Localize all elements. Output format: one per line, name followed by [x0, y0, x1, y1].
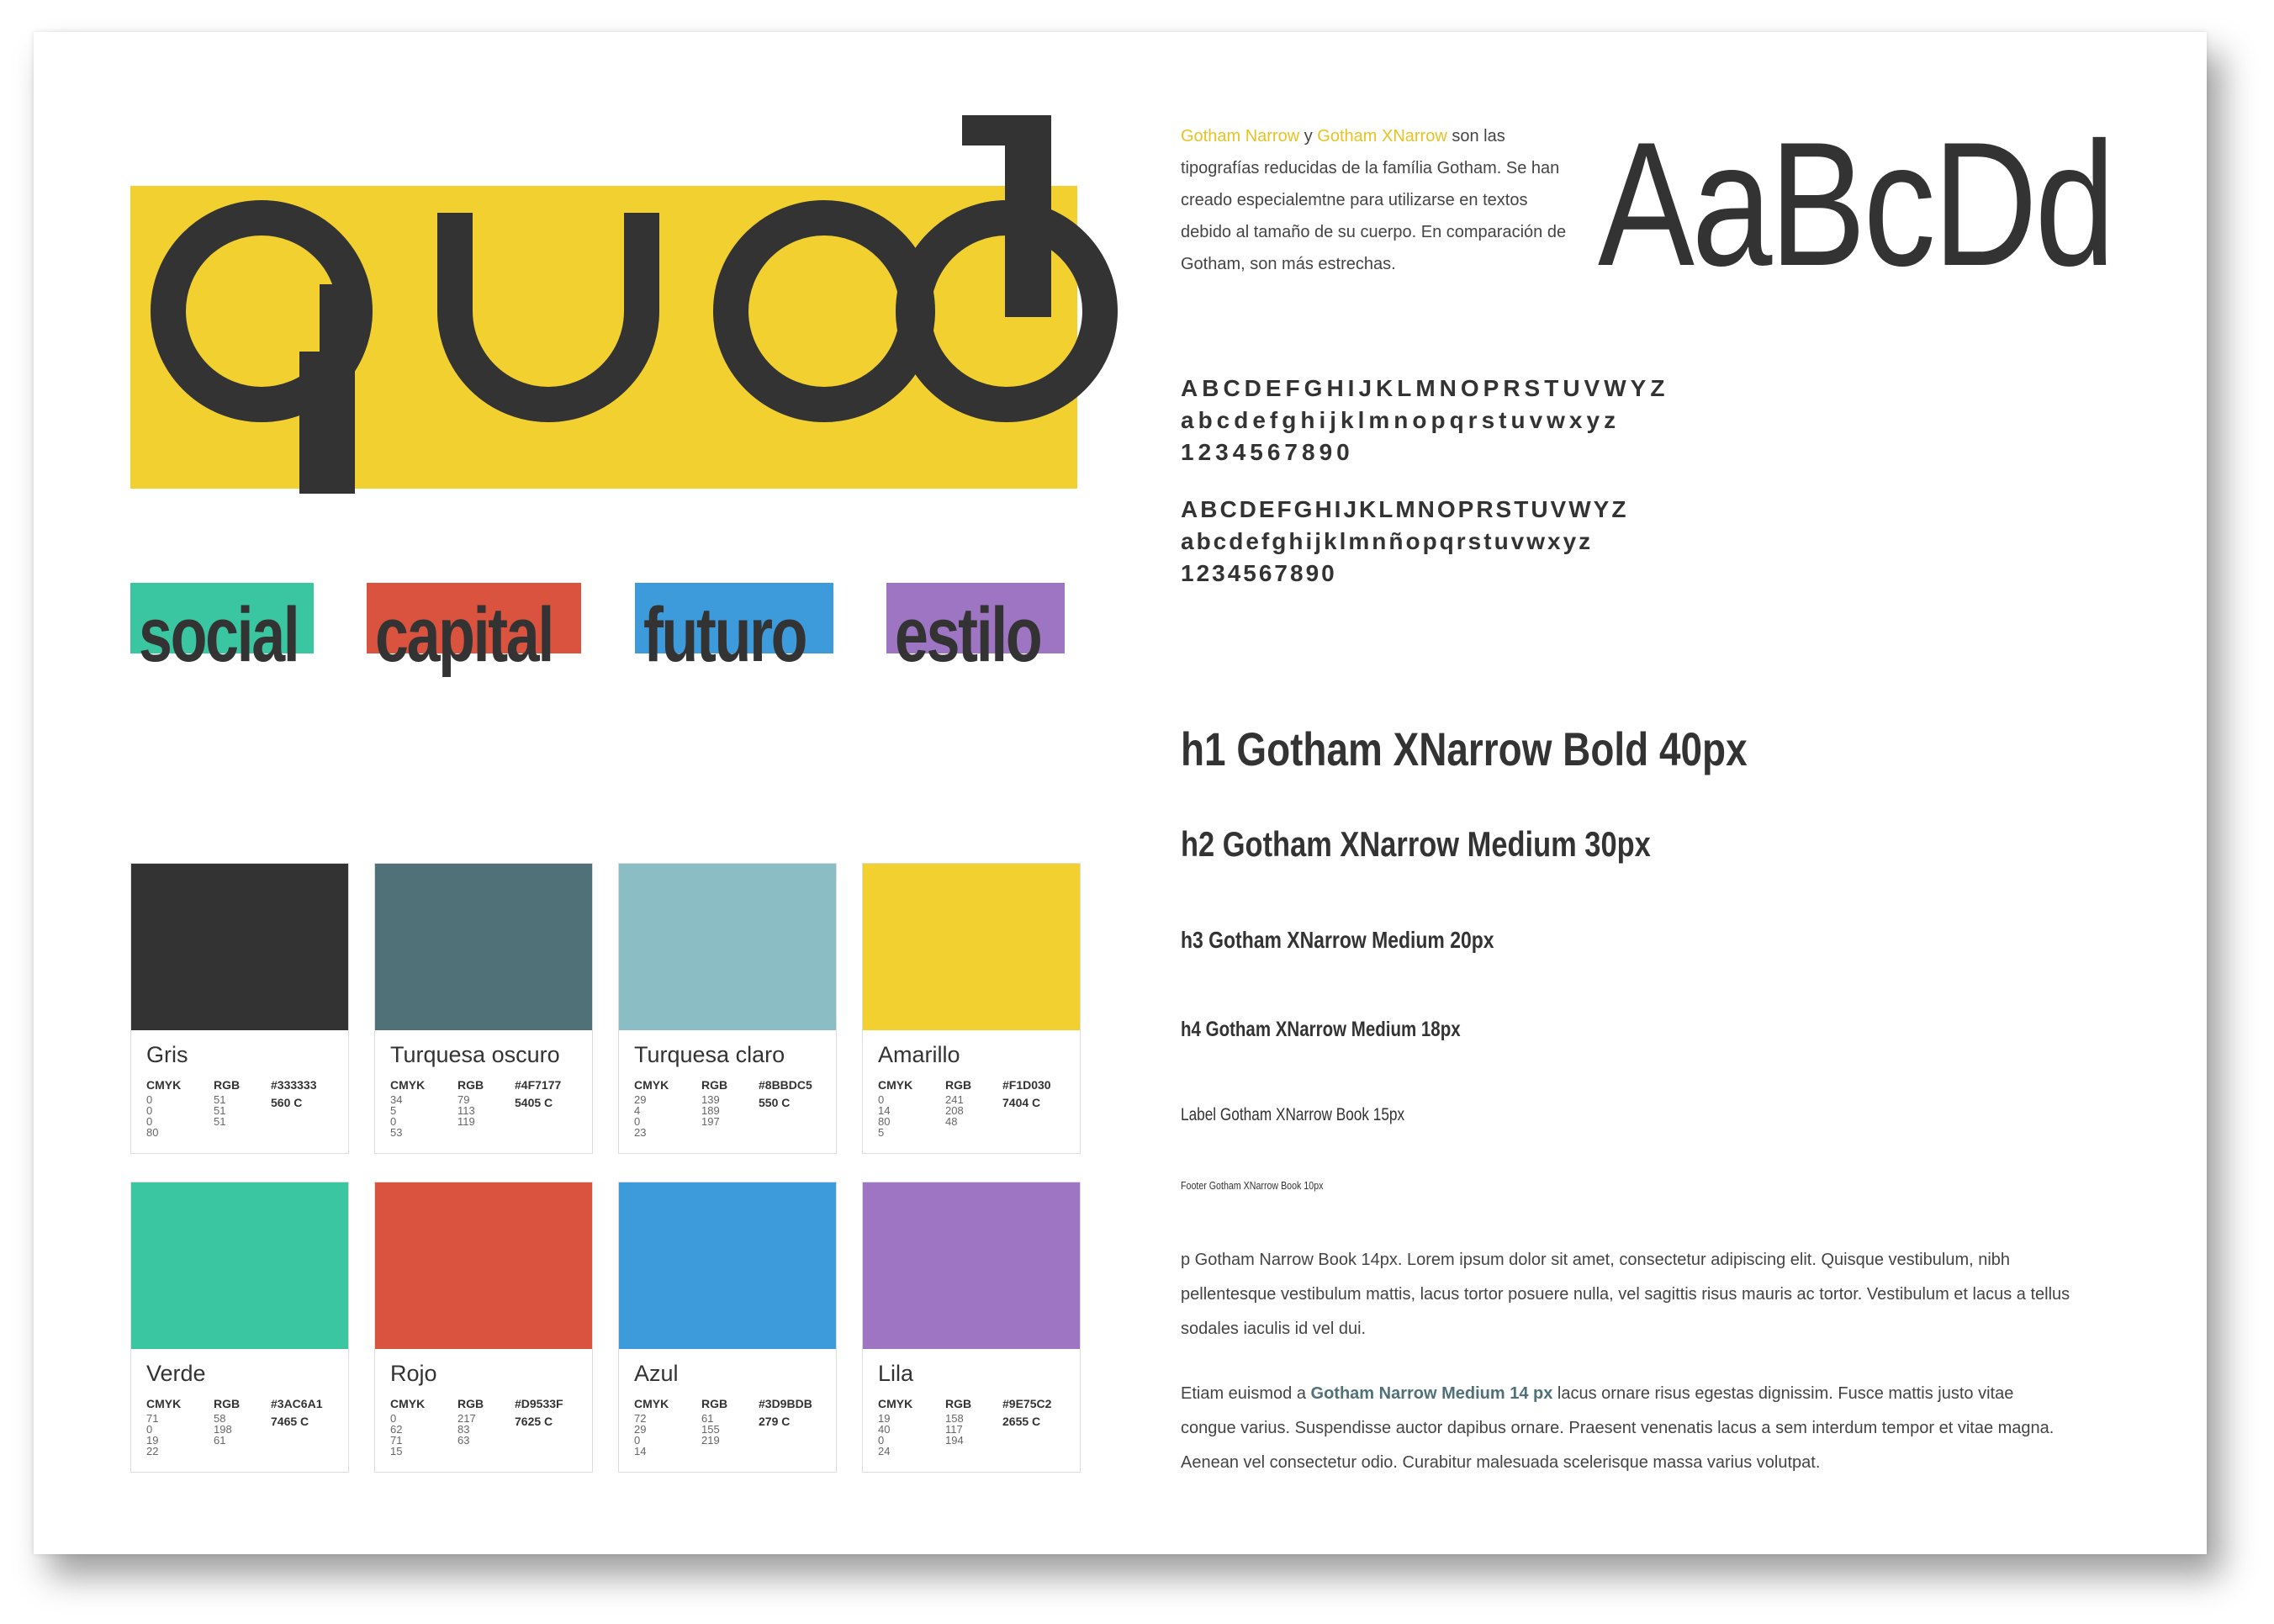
keyword-label: futuro	[643, 592, 806, 678]
pantone-code: 5405 C	[515, 1096, 553, 1109]
pantone-code: 7404 C	[1002, 1096, 1041, 1109]
color-name: Lila	[878, 1361, 914, 1386]
logo-word: quod	[34, 21, 64, 35]
color-name: Turquesa claro	[634, 1042, 785, 1067]
rgb-header: RGB	[214, 1078, 241, 1092]
logo-u-cap-left	[437, 213, 473, 251]
pantone-code: 7625 C	[515, 1415, 553, 1428]
swatch-card-amarillo	[862, 863, 1081, 1154]
color-name: Verde	[146, 1361, 206, 1386]
cmyk-header: CMYK	[146, 1397, 182, 1410]
footer-sample: Footer Gotham XNarrow Book 10px	[1181, 1179, 1324, 1192]
color-name: Azul	[634, 1361, 679, 1386]
type-specimen: AaBcDd	[1598, 105, 2113, 303]
logo-d-ascender	[1005, 115, 1051, 317]
paragraph-highlight: Gotham Narrow Medium 14 px	[1310, 1384, 1553, 1403]
swatch-card-azul	[618, 1182, 837, 1473]
hex-code: #9E75C2	[1002, 1397, 1052, 1410]
style-guide-sheet	[34, 21, 2207, 1554]
cmyk-header: CMYK	[878, 1078, 913, 1092]
swatch	[375, 864, 592, 1030]
keyword-social	[130, 583, 315, 678]
cmyk-values: 0 14 80 5	[878, 1093, 891, 1139]
cmyk-values: 71 0 19 22	[146, 1412, 159, 1457]
alphabet-lowercase: abcdefghijklmnopqrstuvwxyz	[1181, 407, 1621, 433]
label-sample: Label Gotham XNarrow Book 15px	[1181, 1105, 1405, 1124]
swatch-card-gris	[130, 863, 349, 1154]
rgb-header: RGB	[701, 1397, 728, 1410]
pantone-code: 7465 C	[271, 1415, 309, 1428]
h3-sample: h3 Gotham XNarrow Medium 20px	[1181, 927, 1494, 953]
rgb-header: RGB	[457, 1397, 484, 1410]
rgb-values: 51 51 51	[214, 1093, 226, 1128]
paragraph-text: lacus ornare risus egestas dignissim. Fusce mattis justo vitae congue varius. Suspendisse auctor dapibus ornare. Praesent venenatis lacus a sem interdum tempor et vitae magna. Aenean vel consectetur odio. Curabitur malesuada scelerisque massa varius volutpat.	[1181, 1384, 2055, 1472]
font-name-narrow: Gotham Narrow	[1181, 127, 1300, 145]
cmyk-header: CMYK	[634, 1078, 669, 1092]
swatch-card-verde	[130, 1182, 349, 1473]
typography-intro	[1181, 120, 1568, 280]
intro-conjunction: y	[1299, 127, 1318, 145]
rgb-values: 158 117 194	[945, 1412, 964, 1447]
swatch	[131, 864, 348, 1030]
alphabet-uppercase: ABCDEFGHIJKLMNOPRSTUVWYZ	[1181, 375, 1669, 401]
keyword-label: capital	[375, 592, 553, 678]
swatch	[375, 1182, 592, 1349]
alphabet-set-2	[1181, 494, 1628, 590]
quod-logo	[34, 21, 1093, 537]
pantone-code: 279 C	[759, 1415, 791, 1428]
hex-code: #D9533F	[515, 1397, 563, 1410]
logo-q-descender	[299, 352, 355, 494]
rgb-header: RGB	[457, 1078, 484, 1092]
cmyk-values: 0 0 0 80	[146, 1093, 159, 1139]
rgb-header: RGB	[945, 1397, 972, 1410]
hex-code: #F1D030	[1002, 1078, 1051, 1092]
cmyk-values: 29 4 0 23	[634, 1093, 647, 1139]
alphabet-uppercase: ABCDEFGHIJKLMNOPRSTUVWYZ	[1181, 496, 1629, 522]
paragraph-sample-2	[1181, 1377, 2072, 1480]
color-name: Rojo	[390, 1361, 437, 1386]
swatch-card-lila	[862, 1182, 1081, 1473]
rgb-values: 241 208 48	[945, 1093, 964, 1128]
pantone-code: 550 C	[759, 1096, 791, 1109]
color-name: Gris	[146, 1042, 188, 1067]
hex-code: #4F7177	[515, 1078, 562, 1092]
cmyk-values: 34 5 0 53	[390, 1093, 403, 1139]
swatch-card-rojo	[374, 1182, 593, 1473]
font-name-xnarrow: Gotham XNarrow	[1317, 127, 1447, 145]
cmyk-values: 19 40 0 24	[878, 1412, 891, 1457]
alphabet-digits: 1234567890	[1181, 439, 1354, 465]
cmyk-header: CMYK	[146, 1078, 182, 1092]
rgb-values: 61 155 219	[701, 1412, 720, 1447]
cmyk-header: CMYK	[390, 1397, 426, 1410]
pantone-code: 2655 C	[1002, 1415, 1041, 1428]
hex-code: #333333	[271, 1078, 317, 1092]
cmyk-header: CMYK	[878, 1397, 913, 1410]
rgb-header: RGB	[945, 1078, 972, 1092]
cmyk-values: 72 29 0 14	[634, 1412, 647, 1457]
h1-sample: h1 Gotham XNarrow Bold 40px	[1181, 722, 1748, 775]
cmyk-values: 0 62 71 15	[390, 1412, 403, 1457]
logo-u-cap-right	[624, 213, 659, 251]
hex-code: #8BBDC5	[759, 1078, 812, 1092]
swatch	[863, 864, 1080, 1030]
h4-sample: h4 Gotham XNarrow Medium 18px	[1181, 1018, 1461, 1041]
swatch	[619, 864, 836, 1030]
pantone-code: 560 C	[271, 1096, 303, 1109]
alphabet-digits: 1234567890	[1181, 560, 1337, 586]
swatch	[619, 1182, 836, 1349]
paragraph-sample-1: p Gotham Narrow Book 14px. Lorem ipsum dolor sit amet, consectetur adipiscing elit. Quisque vestibulum, nibh pellentesque vestibulum mattis, lacus tortor posuere nulla, vel sagittis risus mauris ac tortor. Vestibulum et lacus a tellus sodales iaculis id vel dui.	[1181, 1251, 2070, 1338]
hex-code: #3AC6A1	[271, 1397, 323, 1410]
keyword-label: social	[139, 592, 299, 678]
alphabet-lowercase: abcdefghijklmnñopqrstuvwxyz	[1181, 528, 1594, 554]
cmyk-header: CMYK	[634, 1397, 669, 1410]
cmyk-header: CMYK	[390, 1078, 426, 1092]
h2-sample: h2 Gotham XNarrow Medium 30px	[1181, 824, 1651, 864]
swatch	[131, 1182, 348, 1349]
rgb-values: 217 83 63	[457, 1412, 476, 1447]
rgb-header: RGB	[701, 1078, 728, 1092]
rgb-header: RGB	[214, 1397, 241, 1410]
rgb-values: 79 113 119	[457, 1093, 475, 1128]
swatch-card-turquesa-oscuro	[374, 863, 593, 1154]
alphabet-set-1	[1181, 373, 1668, 468]
keyword-estilo	[886, 583, 1076, 678]
paragraph-text: Etiam euismod a	[1181, 1384, 1311, 1403]
swatch	[863, 1182, 1080, 1349]
keyword-futuro	[635, 583, 837, 678]
keyword-capital	[367, 583, 585, 678]
hex-code: #3D9BDB	[759, 1397, 812, 1410]
color-name: Turquesa oscuro	[390, 1042, 560, 1067]
swatch-card-turquesa-claro	[618, 863, 837, 1154]
keyword-label: estilo	[895, 592, 1041, 678]
rgb-values: 139 189 197	[701, 1093, 720, 1128]
intro-text: son las tipografías reducidas de la família Gotham. Se han creado especialemtne para utilizarse en textos debido al tamaño de su cuerpo. En comparación de Gotham, son más estrechas.	[1181, 127, 1567, 273]
rgb-values: 58 198 61	[214, 1412, 232, 1447]
color-name: Amarillo	[878, 1042, 960, 1067]
